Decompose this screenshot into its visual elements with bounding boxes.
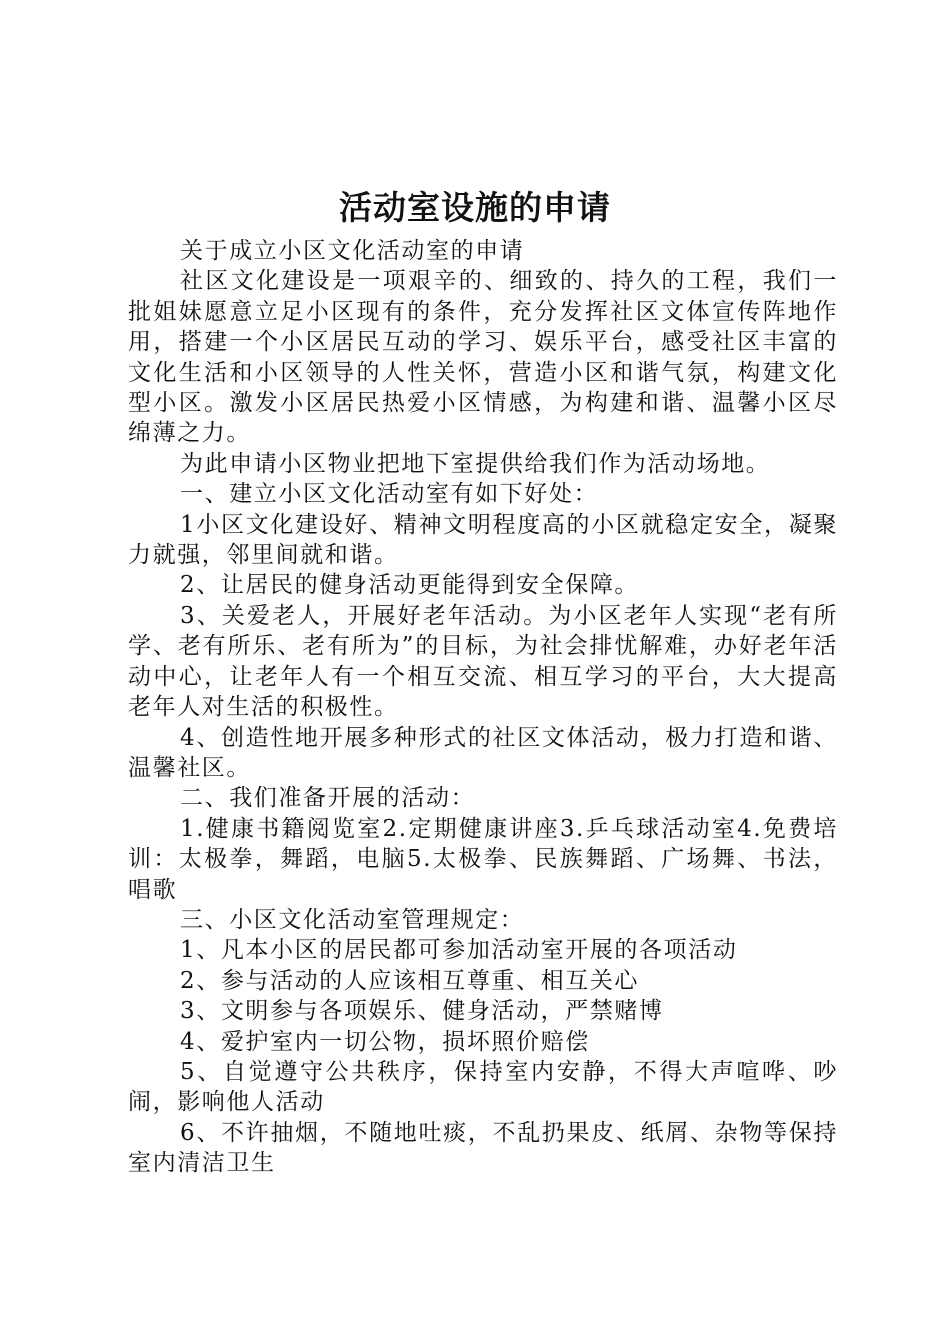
rule-item-3: 3、文明参与各项娱乐、健身活动，严禁赌博 <box>180 998 664 1025</box>
benefit-item-3: 3、关爱老人，开展好老年活动。为小区老年人实现“老有所学、老有所乐、老有所为”的目标，为社会排忧解难，办好老年活动中心，让老年人有一个相互交流、相互学习的平台，大大提高老年人对生活的积极性。 <box>128 602 838 721</box>
rule-item-4: 4、爱护室内一切公物，损坏照价赔偿 <box>180 1028 590 1055</box>
paragraph-subject: 关于成立小区文化活动室的申请 <box>180 238 525 264</box>
rule-item-5: 5、自觉遵守公共秩序，保持室内安静，不得大声喧哗、吵闹，影响他人活动 <box>128 1058 838 1116</box>
benefit-item-1: 1小区文化建设好、精神文明程度高的小区就稳定安全，凝聚力就强，邻里间就和谐。 <box>128 511 838 569</box>
document-body <box>128 236 838 1179</box>
benefit-item-4: 4、创造性地开展多种形式的社区文体活动，极力打造和谐、温馨社区。 <box>128 724 838 781</box>
document-title: 活动室设施的申请 <box>339 188 611 227</box>
rule-item-1: 1、凡本小区的居民都可参加活动室开展的各项活动 <box>180 937 738 964</box>
benefit-item-2: 2、让居民的健身活动更能得到安全保障。 <box>180 572 640 599</box>
activities-list: 1.健康书籍阅览室2.定期健康讲座3.乒乓球活动室4.免费培训：太极拳，舞蹈，电脑5.太极拳、民族舞蹈、广场舞、书法，唱歌 <box>128 815 838 903</box>
rule-item-2: 2、参与活动的人应该相互尊重、相互关心 <box>180 967 640 994</box>
section-heading-rules: 三、小区文化活动室管理规定： <box>180 906 525 933</box>
paragraph-intro: 社区文化建设是一项艰辛的、细致的、持久的工程，我们一批姐妹愿意立足小区现有的条件，充分发挥社区文体宣传阵地作用，搭建一个小区居民互动的学习、娱乐平台，感受社区丰富的文化生活和小区领导的人性关怀，营造小区和谐气氛，构建文化型小区。激发小区居民热爱小区情感，为构建和谐、温馨小区尽绵薄之力。 <box>128 268 838 447</box>
rule-item-6: 6、不许抽烟，不随地吐痰，不乱扔果皮、纸屑、杂物等保持室内清洁卫生 <box>128 1119 838 1177</box>
paragraph-request: 为此申请小区物业把地下室提供给我们作为活动场地。 <box>180 450 771 477</box>
section-heading-benefits: 一、建立小区文化活动室有如下好处： <box>180 481 599 508</box>
section-heading-activities: 二、我们准备开展的活动： <box>180 785 476 812</box>
